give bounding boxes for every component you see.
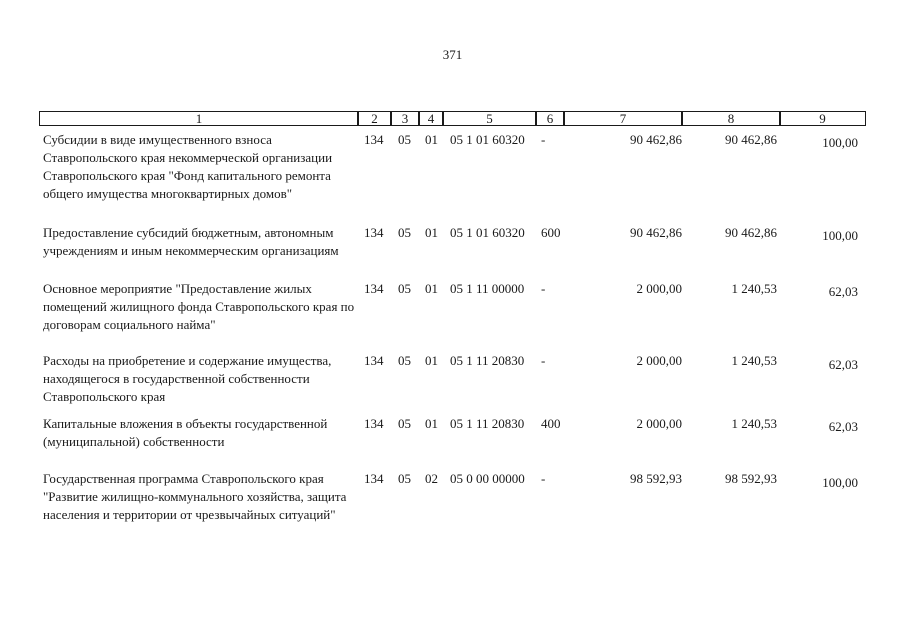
row-col-9: 62,03 xyxy=(828,357,858,372)
row-col-7: 2 000,00 xyxy=(636,281,682,296)
row-col-3: 05 xyxy=(398,471,411,486)
row-col-8: 1 240,53 xyxy=(731,353,777,368)
row-col-5: 05 1 11 00000 xyxy=(450,281,525,296)
row-col-2: 134 xyxy=(364,132,384,147)
row-col-7: 2 000,00 xyxy=(636,416,682,431)
header-col-7: 7 xyxy=(563,111,683,126)
header-col-3: 3 xyxy=(390,111,420,126)
header-col-9: 9 xyxy=(779,111,866,126)
row-name: Предоставление субсидий бюджетным, автономным учреждениям и иным некоммерческим организациям xyxy=(43,225,339,258)
row-col-6: - xyxy=(541,353,546,368)
row-col-9: 100,00 xyxy=(822,135,858,150)
row-col-3: 05 xyxy=(398,225,411,240)
row-col-7: 90 462,86 xyxy=(630,132,682,147)
row-col-2: 134 xyxy=(364,471,384,486)
row-col-4: 01 xyxy=(425,132,438,147)
row-col-6: - xyxy=(541,471,546,486)
row-col-6: 400 xyxy=(541,416,561,431)
row-col-4: 01 xyxy=(425,281,438,296)
row-col-7: 90 462,86 xyxy=(630,225,682,240)
row-col-3: 05 xyxy=(398,416,411,431)
row-col-7: 98 592,93 xyxy=(630,471,682,486)
row-col-9: 100,00 xyxy=(822,228,858,243)
row-col-8: 1 240,53 xyxy=(731,281,777,296)
row-col-3: 05 xyxy=(398,132,411,147)
row-col-4: 01 xyxy=(425,353,438,368)
row-name: Государственная программа Ставропольского края "Развитие жилищно-коммунального хозяйства, защита населения и территории от чрезвычайных ситуаций" xyxy=(43,471,347,522)
header-col-2: 2 xyxy=(357,111,392,126)
row-col-9: 100,00 xyxy=(822,475,858,490)
row-col-5: 05 0 00 00000 xyxy=(450,471,525,486)
header-col-5: 5 xyxy=(442,111,537,126)
row-col-6: - xyxy=(541,132,546,147)
row-col-3: 05 xyxy=(398,353,411,368)
row-col-2: 134 xyxy=(364,225,384,240)
row-col-9: 62,03 xyxy=(828,419,858,434)
row-col-9: 62,03 xyxy=(828,284,858,299)
row-col-6: - xyxy=(541,281,546,296)
table-header xyxy=(39,111,866,127)
header-col-1: 1 xyxy=(39,111,359,126)
row-col-6: 600 xyxy=(541,225,561,240)
row-col-5: 05 1 01 60320 xyxy=(450,132,525,147)
header-col-4: 4 xyxy=(418,111,444,126)
row-col-5: 05 1 11 20830 xyxy=(450,416,525,431)
row-col-4: 02 xyxy=(425,471,438,486)
row-col-8: 90 462,86 xyxy=(725,132,777,147)
row-col-8: 98 592,93 xyxy=(725,471,777,486)
row-col-3: 05 xyxy=(398,281,411,296)
row-name: Основное мероприятие "Предоставление жилых помещений жилищного фонда Ставропольского края по договорам социального найма" xyxy=(43,281,355,332)
row-col-5: 05 1 11 20830 xyxy=(450,353,525,368)
row-col-7: 2 000,00 xyxy=(636,353,682,368)
row-col-5: 05 1 01 60320 xyxy=(450,225,525,240)
row-col-8: 90 462,86 xyxy=(725,225,777,240)
row-col-4: 01 xyxy=(425,416,438,431)
header-col-6: 6 xyxy=(535,111,565,126)
row-col-2: 134 xyxy=(364,416,384,431)
row-col-8: 1 240,53 xyxy=(731,416,777,431)
row-col-2: 134 xyxy=(364,353,384,368)
row-col-2: 134 xyxy=(364,281,384,296)
row-name: Расходы на приобретение и содержание имущества, находящегося в государственной собственности Ставропольского края xyxy=(43,353,332,404)
page-number: 371 xyxy=(442,47,463,62)
row-col-4: 01 xyxy=(425,225,438,240)
header-col-8: 8 xyxy=(681,111,781,126)
row-name: Капитальные вложения в объекты государственной (муниципальной) собственности xyxy=(43,416,328,449)
row-name: Субсидии в виде имущественного взноса Ставропольского края некоммерческой организации Ставропольского края "Фонд капитального ремонта общего имущества многоквартирных домов" xyxy=(43,132,333,201)
